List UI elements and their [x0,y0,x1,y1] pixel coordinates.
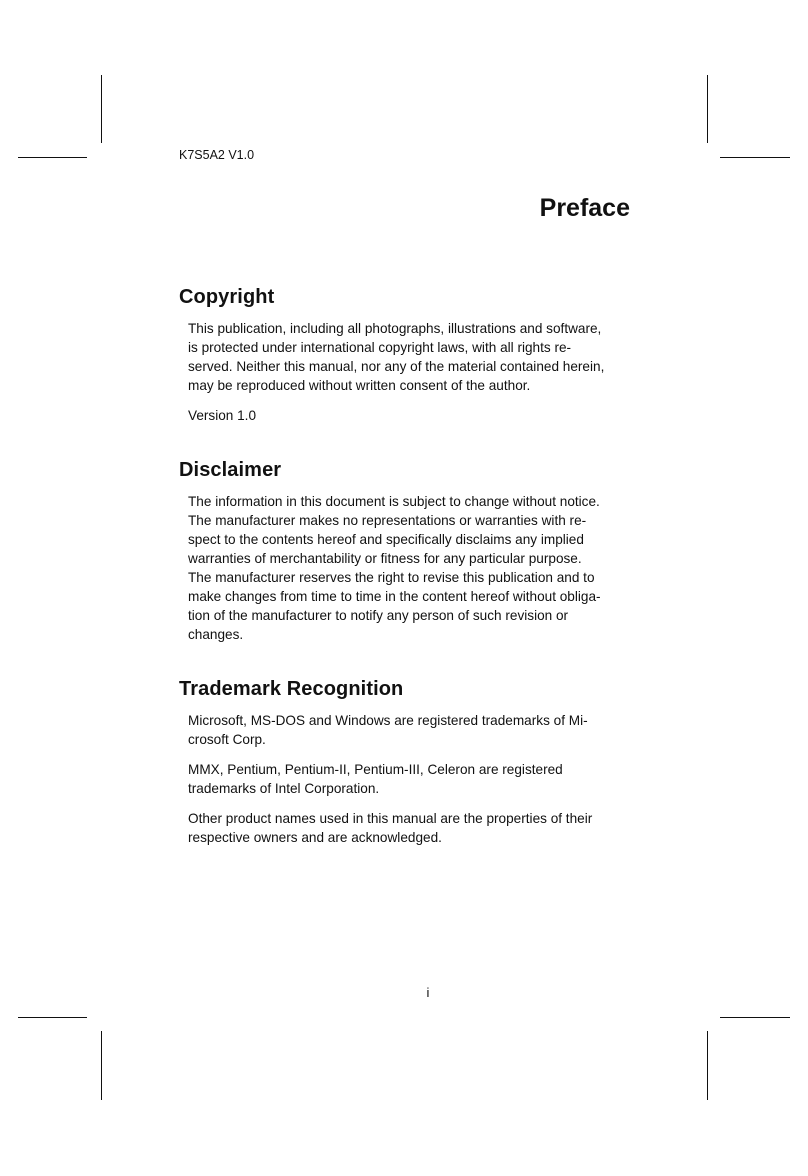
section-heading: Trademark Recognition [179,678,404,700]
crop-mark-bottom-left-vertical [101,1031,102,1100]
text-line: warranties of merchantability or fitness for any particular purpose. [188,551,582,566]
paragraph [188,711,628,749]
text-line: This publication, including all photographs, illustrations and software, [188,321,602,336]
text-line: is protected under international copyright laws, with all rights re- [188,340,572,355]
paragraph-version [188,406,628,425]
running-header-model-version: K7S5A2 V1.0 [179,148,255,162]
text-line: The information in this document is subject to change without notice. [188,494,600,509]
section-trademark-recognition [179,677,631,847]
section-heading: Copyright [179,286,275,308]
text-line: The manufacturer makes no representations or warranties with re- [188,513,587,528]
paragraph [188,809,628,847]
crop-mark-bottom-left-horizontal [18,1017,87,1018]
text-line: Version 1.0 [188,408,257,423]
crop-mark-top-right-horizontal [720,157,790,158]
paragraph [188,760,628,798]
text-line: respective owners and are acknowledged. [188,830,442,845]
text-line: trademarks of Intel Corporation. [188,781,380,796]
page-title: Preface [539,194,630,222]
text-line: changes. [188,627,244,642]
section-copyright [179,285,631,425]
text-line: make changes from time to time in the content hereof without obliga- [188,589,601,604]
paragraph [188,492,628,644]
crop-mark-top-left-horizontal [18,157,87,158]
text-line: The manufacturer reserves the right to revise this publication and to [188,570,595,585]
page-number: i [426,985,430,1000]
crop-mark-top-right-vertical [707,75,708,143]
text-line: Other product names used in this manual are the properties of their [188,811,593,826]
text-line: spect to the contents hereof and specifically disclaims any implied [188,532,584,547]
text-line: may be reproduced without written consent of the author. [188,378,531,393]
text-line: served. Neither this manual, nor any of the material contained herein, [188,359,605,374]
section-disclaimer [179,458,631,644]
text-line: tion of the manufacturer to notify any person of such revision or [188,608,569,623]
document-body [179,285,631,858]
crop-mark-top-left-vertical [101,75,102,143]
text-line: Microsoft, MS-DOS and Windows are registered trademarks of Mi- [188,713,588,728]
crop-mark-bottom-right-horizontal [720,1017,790,1018]
text-line: MMX, Pentium, Pentium-II, Pentium-III, Celeron are registered [188,762,563,777]
crop-mark-bottom-right-vertical [707,1031,708,1100]
paragraph [188,319,628,395]
text-line: crosoft Corp. [188,732,266,747]
section-heading: Disclaimer [179,459,282,481]
